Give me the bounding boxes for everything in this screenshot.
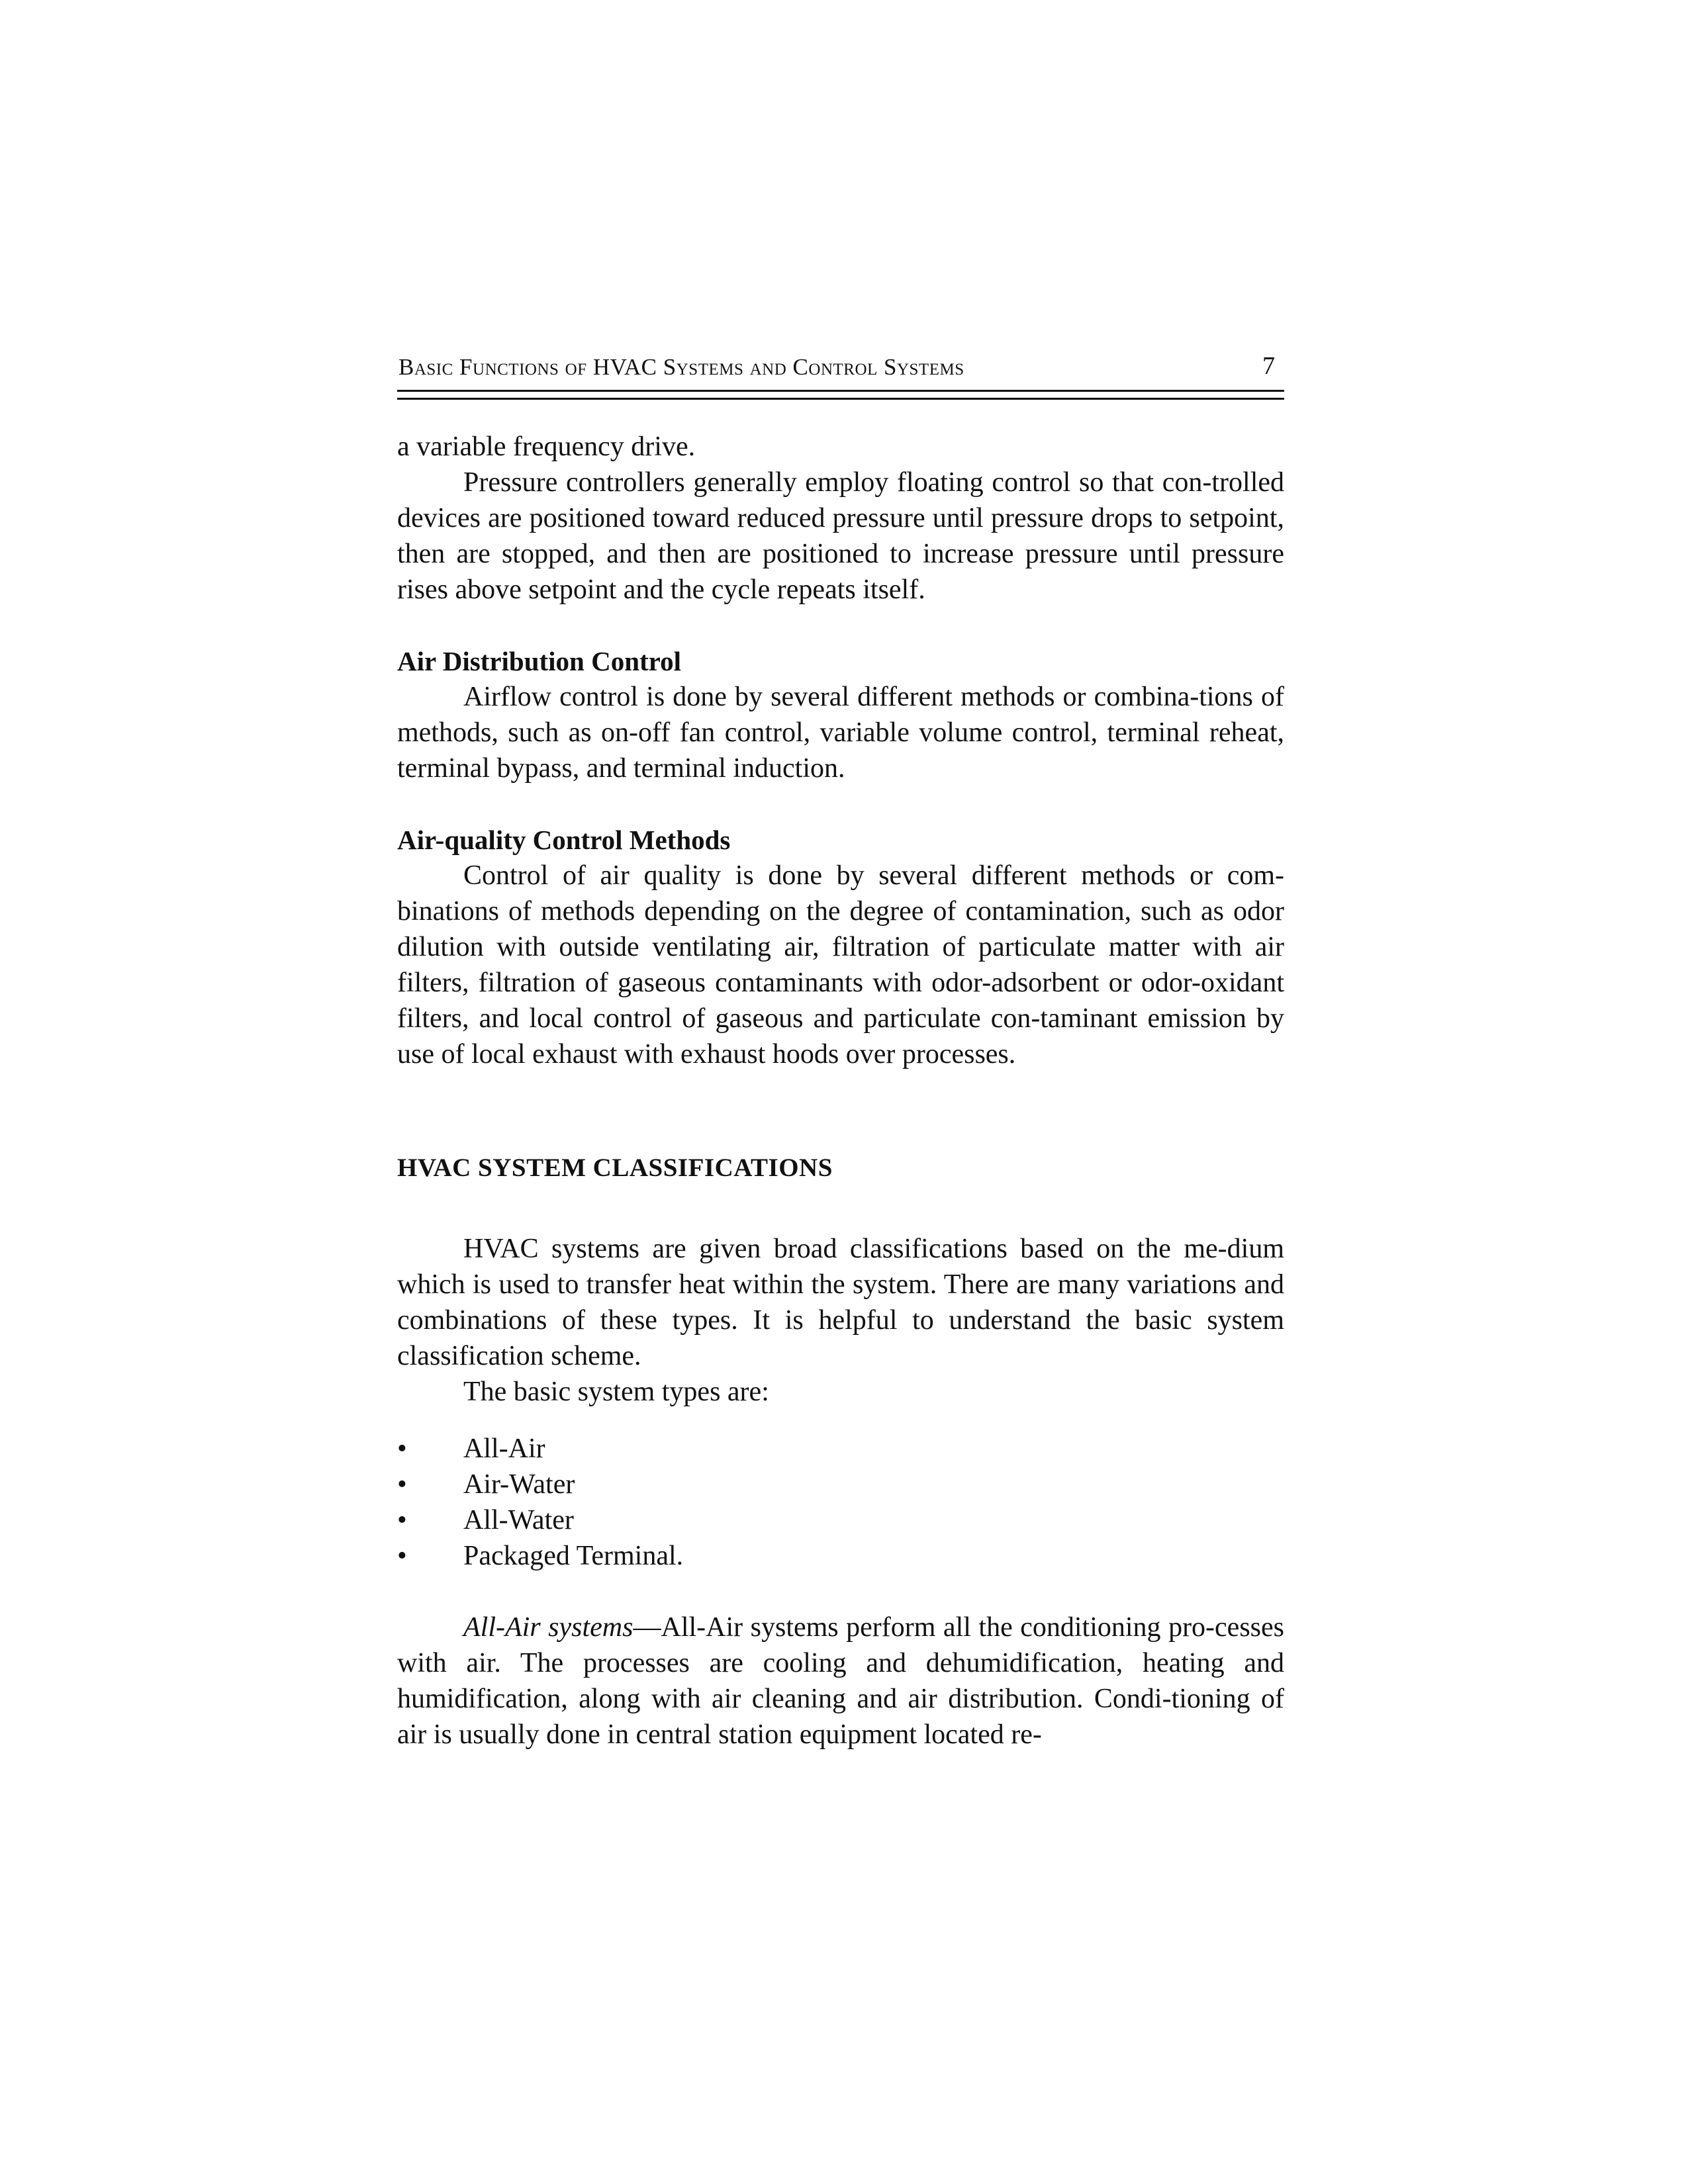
list-item-label: Air-Water <box>463 1469 575 1500</box>
header-rule-bottom <box>397 398 1284 400</box>
section-heading: HVAC SYSTEM CLASSIFICATIONS <box>397 1154 833 1182</box>
pressure-control-paragraph: Pressure controllers generally employ floating control so that con-trolled devices are positioned toward reduced pressure until pressure drops to setpoint, then are stopped, and then are positioned to increase pressure until pressure rises above setpoint and the cycle repeats itself. <box>397 467 1284 605</box>
bullet: • <box>397 1541 407 1571</box>
book-page <box>397 347 1284 1752</box>
air-distribution-paragraph: Airflow control is done by several different methods or combina-tions of methods, such as on-off fan control, variable volume control, terminal reheat, terminal bypass, and terminal induction. <box>397 682 1284 784</box>
all-air-term: All-Air systems <box>463 1612 633 1643</box>
all-air-paragraph <box>397 1610 1284 1752</box>
bullet: • <box>397 1433 407 1464</box>
list-item-label: Packaged Terminal. <box>463 1541 684 1571</box>
continued-paragraph: a variable frequency drive. <box>397 432 696 462</box>
list-item <box>397 1431 1284 1467</box>
bullet: • <box>397 1505 407 1535</box>
page-number: 7 <box>1262 352 1275 380</box>
all-air-text: —All-Air systems perform all the conditioning pro-cesses with air. The processes are cooling and dehumidification, heating and humidification, along with air cleaning and air distribution. Condi-tioning of air is usually done in central station equipment located re- <box>397 1612 1285 1750</box>
list-item <box>397 1502 1284 1538</box>
bullet: • <box>397 1469 407 1500</box>
air-quality-paragraph: Control of air quality is done by several different methods or com-binations of methods depending on the degree of contamination, such as odor dilution with outside ventilating air, filtration of particulate matter with air filters, filtration of gaseous contaminants with odor-adsorbent or odor-oxidant filters, and local control of gaseous and particulate con-taminant emission by use of local exhaust with exhaust hoods over processes. <box>397 860 1284 1069</box>
list-item-label: All-Air <box>463 1433 545 1464</box>
types-intro: The basic system types are: <box>463 1377 769 1407</box>
running-title: Basic Functions of HVAC Systems and Control Systems <box>399 354 964 380</box>
classifications-intro-paragraph: HVAC systems are given broad classifications based on the me-dium which is used to transfer heat within the system. There are many variations and combinations of these types. It is helpful to understand the basic system classification scheme. <box>397 1234 1284 1371</box>
header-rule-top <box>397 390 1284 392</box>
air-distribution-heading: Air Distribution Control <box>397 646 682 676</box>
air-quality-heading: Air-quality Control Methods <box>397 825 731 855</box>
system-types-list <box>397 1431 1284 1574</box>
running-header <box>397 347 1284 381</box>
page-body <box>397 429 1284 1752</box>
list-item-label: All-Water <box>463 1505 574 1535</box>
list-item <box>397 1538 1284 1574</box>
list-item <box>397 1467 1284 1502</box>
